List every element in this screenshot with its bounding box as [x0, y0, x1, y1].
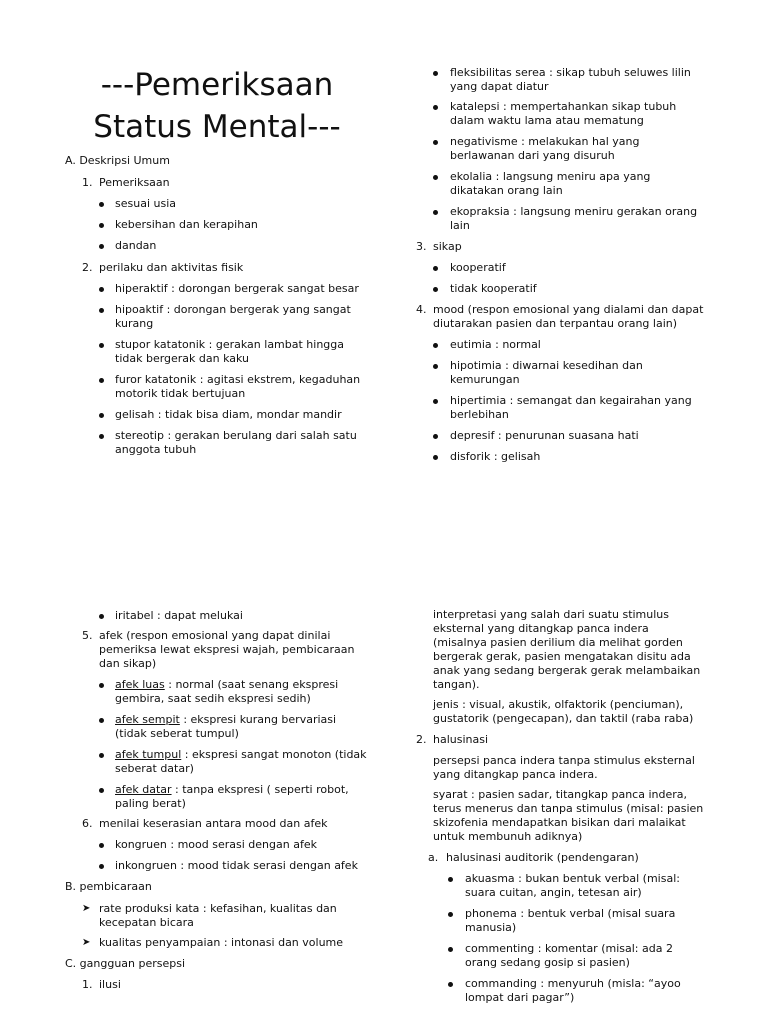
- section-a-heading: A. Deskripsi Umum: [65, 154, 170, 167]
- section-b-heading: B. pembicaraan: [65, 880, 152, 893]
- list-item-continuation: kemurungan: [450, 373, 520, 386]
- list-item: phonema : bentuk verbal (misal suara: [465, 907, 676, 920]
- list-item: hipotimia : diwarnai kesedihan dan: [450, 359, 643, 372]
- arrow-bullet-icon: ➤: [82, 937, 91, 948]
- list-item-continuation: lain: [450, 219, 470, 232]
- syarat-text-line: untuk membunuh adiknya): [433, 830, 583, 843]
- list-item: commanding : menyuruh (misla: “ayoo: [465, 977, 681, 990]
- list-number: 2.: [416, 733, 427, 746]
- auditorik-heading: halusinasi auditorik (pendengaran): [446, 851, 639, 864]
- pemeriksaan-heading: Pemeriksaan: [99, 176, 170, 189]
- list-item-continuation: orang sedang gosip si pasien): [465, 956, 630, 969]
- list-item: akuasma : bukan bentuk verbal (misal:: [465, 872, 680, 885]
- list-number: 1.: [82, 176, 93, 189]
- list-item: stupor katatonik : gerakan lambat hingga: [115, 338, 345, 351]
- ilusi-definition-line: tangan).: [433, 678, 480, 691]
- jenis-text-line: gustatorik (pengecapan), dan taktil (raba raba): [433, 712, 694, 725]
- list-item: dandan: [115, 239, 157, 252]
- afek-heading: afek (respon emosional yang dapat dinilai: [99, 629, 331, 642]
- mood-heading-continuation: diutarakan pasien dan terpantau orang lain): [433, 317, 678, 330]
- list-item: furor katatonik : agitasi ekstrem, kegaduhan: [115, 373, 361, 386]
- list-item-continuation: berlawanan dari yang disuruh: [450, 149, 615, 162]
- ilusi-heading: ilusi: [99, 978, 121, 991]
- list-item: kongruen : mood serasi dengan afek: [115, 838, 317, 851]
- list-item: inkongruen : mood tidak serasi dengan afek: [115, 859, 358, 872]
- list-item-continuation: kecepatan bicara: [99, 916, 194, 929]
- afek-description: : ekspresi kurang bervariasi: [179, 713, 337, 726]
- mood-heading: mood (respon emosional yang dialami dan dapat: [433, 303, 704, 316]
- afek-term: afek sempit: [115, 713, 180, 726]
- list-item: [115, 748, 367, 762]
- ilusi-definition-line: eksternal yang ditangkap panca indera: [433, 622, 649, 635]
- afek-term: afek datar: [115, 783, 172, 796]
- list-item-continuation: gembira, saat sedih ekspresi sedih): [115, 692, 311, 705]
- list-item: disforik : gelisah: [450, 450, 541, 463]
- list-item: tidak kooperatif: [450, 282, 537, 295]
- document-title-line-2: Status Mental---: [93, 109, 341, 145]
- list-number: 4.: [416, 303, 427, 316]
- list-item: kooperatif: [450, 261, 506, 274]
- list-item: ekolalia : langsung meniru apa yang: [450, 170, 651, 183]
- sikap-heading: sikap: [433, 240, 462, 253]
- syarat-text-line: skizofenia mendapatkan bisikan dari malaikat: [433, 816, 686, 829]
- list-item: katalepsi : mempertahankan sikap tubuh: [450, 100, 677, 113]
- list-item: gelisah : tidak bisa diam, mondar mandir: [115, 408, 342, 421]
- menilai-heading: menilai keserasian antara mood dan afek: [99, 817, 328, 830]
- list-number: 3.: [416, 240, 427, 253]
- list-number: 5.: [82, 629, 93, 642]
- afek-heading-continuation: dan sikap): [99, 657, 157, 670]
- arrow-bullet-icon: ➤: [82, 903, 91, 914]
- list-item-continuation: kurang: [115, 317, 154, 330]
- list-item-continuation: yang dapat diatur: [450, 80, 549, 93]
- list-item-continuation: (tidak seberat tumpul): [115, 727, 239, 740]
- ilusi-definition-line: anak yang sedang bergerak gerak melambaikan: [433, 664, 701, 677]
- list-item: ekopraksia : langsung meniru gerakan orang: [450, 205, 698, 218]
- halusinasi-heading: halusinasi: [433, 733, 489, 746]
- list-item: hiperaktif : dorongan bergerak sangat besar: [115, 282, 359, 295]
- jenis-text: jenis : visual, akustik, olfaktorik (penciuman),: [433, 698, 684, 711]
- list-item-continuation: seberat datar): [115, 762, 194, 775]
- list-item: sesuai usia: [115, 197, 176, 210]
- list-item: negativisme : melakukan hal yang: [450, 135, 640, 148]
- list-item-continuation: dikatakan orang lain: [450, 184, 563, 197]
- list-item: stereotip : gerakan berulang dari salah satu: [115, 429, 357, 442]
- syarat-text: syarat : pasien sadar, titangkap panca indera,: [433, 788, 688, 801]
- afek-description: : normal (saat senang ekspresi: [164, 678, 339, 691]
- afek-term: afek tumpul: [115, 748, 182, 761]
- list-item: kebersihan dan kerapihan: [115, 218, 258, 231]
- list-item: [115, 783, 349, 797]
- list-item: [115, 713, 336, 727]
- list-item-continuation: manusia): [465, 921, 517, 934]
- list-item: fleksibilitas serea : sikap tubuh seluwes lilin: [450, 66, 691, 79]
- list-item: commenting : komentar (misal: ada 2: [465, 942, 673, 955]
- list-number: 2.: [82, 261, 93, 274]
- halusinasi-definition: persepsi panca indera tanpa stimulus eksternal: [433, 754, 695, 767]
- list-item: kualitas penyampaian : intonasi dan volume: [99, 936, 344, 949]
- list-item: hipoaktif : dorongan bergerak yang sangat: [115, 303, 351, 316]
- list-number: 1.: [82, 978, 93, 991]
- list-item-continuation: paling berat): [115, 797, 186, 810]
- list-item-continuation: suara cuitan, angin, tetesan air): [465, 886, 642, 899]
- afek-term: afek luas: [115, 678, 165, 691]
- list-number: 6.: [82, 817, 93, 830]
- document-title-line-1: ---Pemeriksaan: [100, 67, 334, 103]
- list-item-continuation: lompat dari pagar”): [465, 991, 575, 1004]
- list-item: rate produksi kata : kefasihan, kualitas dan: [99, 902, 337, 915]
- perilaku-heading: perilaku dan aktivitas fisik: [99, 261, 244, 274]
- list-item: depresif : penurunan suasana hati: [450, 429, 639, 442]
- list-item-continuation: berlebihan: [450, 408, 509, 421]
- list-item-continuation: motorik tidak bertujuan: [115, 387, 246, 400]
- afek-heading-continuation: pemeriksa lewat ekspresi wajah, pembicaraan: [99, 643, 355, 656]
- list-item-continuation: dalam waktu lama atau mematung: [450, 114, 644, 127]
- afek-description: : tanpa ekspresi ( seperti robot,: [171, 783, 349, 796]
- list-item: hipertimia : semangat dan kegairahan yang: [450, 394, 692, 407]
- section-c-heading: C. gangguan persepsi: [65, 957, 186, 970]
- ilusi-definition-line: bergerak gerak, pasien mengatakan disitu ada: [433, 650, 691, 663]
- list-item: [115, 678, 338, 692]
- halusinasi-definition-line: yang ditangkap panca indera.: [433, 768, 598, 781]
- list-item: eutimia : normal: [450, 338, 541, 351]
- list-item-continuation: tidak bergerak dan kaku: [115, 352, 250, 365]
- ilusi-definition-line: (misalnya pasien derilium dia melihat gorden: [433, 636, 683, 649]
- syarat-text-line: terus menerus dan tanpa stimulus (misal: pasien: [433, 802, 704, 815]
- list-item-continuation: anggota tubuh: [115, 443, 197, 456]
- ilusi-definition: interpretasi yang salah dari suatu stimulus: [433, 608, 670, 621]
- afek-description: : ekspresi sangat monoton (tidak: [181, 748, 367, 761]
- list-item: iritabel : dapat melukai: [115, 609, 243, 622]
- list-letter: a.: [428, 851, 439, 864]
